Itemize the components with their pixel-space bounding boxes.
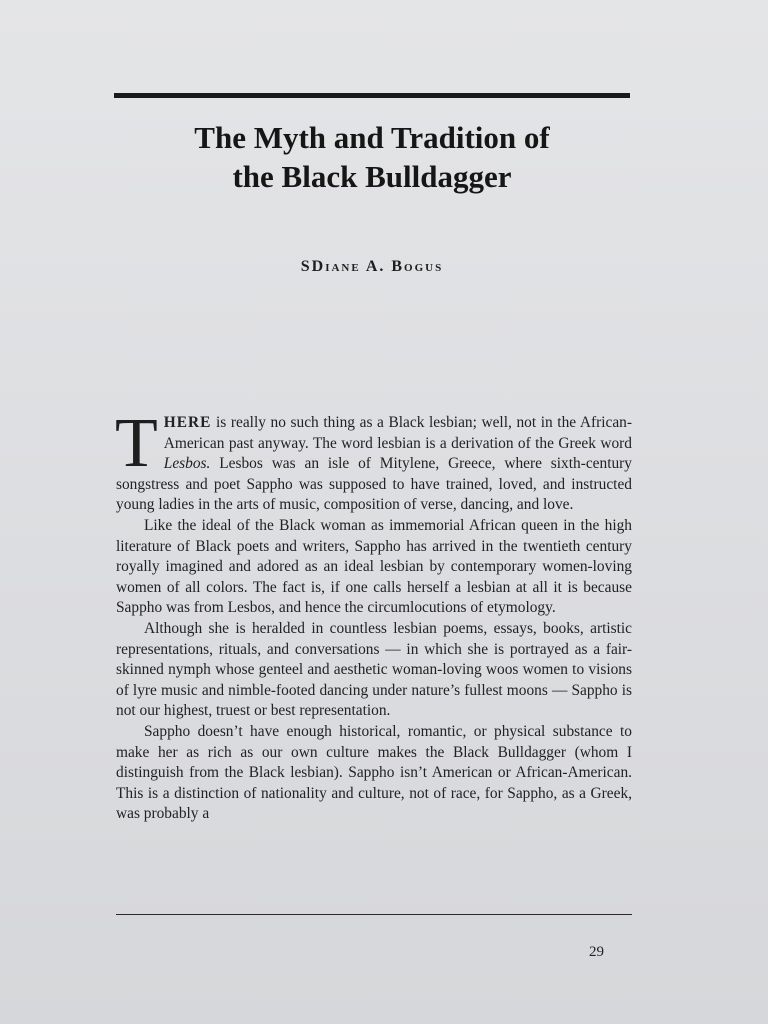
title-line-1: The Myth and Tradition of: [194, 120, 550, 155]
bottom-rule: [116, 914, 632, 915]
title-line-2: the Black Bulldagger: [232, 159, 512, 194]
paragraph-2: Like the ideal of the Black woman as immemorial African queen in the high literature of Black poets and writers, Sappho has arrived in the twentieth century royally imagined and adored as an ideal lesbian by contemporary women-loving women of all colors. The fact is, if one calls herself a lesbian at all it is because Sappho was from Lesbos, and hence the circumlocutions of etymology.: [116, 516, 632, 617]
top-rule: [114, 93, 630, 98]
author-byline: SDiane A. Bogus: [300, 258, 444, 275]
page-number: 29: [589, 944, 604, 960]
paragraph-4: Sappho doesn’t have enough historical, romantic, or physical substance to make her as rich as our own culture makes the Black Bulldagger (whom I distinguish from the Black lesbian). Sappho isn’t American or African-American. This is a distinction of nationality and culture, not of race, for Sappho, as a Greek, was probably a: [116, 722, 632, 823]
article-body: [115, 405, 632, 825]
paragraph-1: [115, 405, 632, 516]
paragraph-1-end: Lesbos was an isle of Mitylene, Greece, where sixth-century songstress and poet Sappho was supposed to have trained, loved, and instructed young ladies in the arts of music, composition of verse, dancing, and love.: [116, 455, 632, 514]
drop-cap: T: [115, 405, 158, 482]
article-title: [100, 118, 644, 196]
paragraph-1-text: is really no such thing as a Black lesbian; well, not in the African-American past anyway. The word lesbian is a derivation of the Greek word: [163, 414, 632, 452]
lead-word: HERE: [163, 414, 212, 431]
paragraph-1-italic: Lesbos.: [163, 455, 211, 473]
paragraph-3: Although she is heralded in countless lesbian poems, essays, books, artistic representations, rituals, and conversations — in which she is portrayed as a fair-skinned nymph whose genteel and aesthetic woman-loving woos women to visions of lyre music and nimble-footed dancing under nature’s fullest moons — Sappho is not our highest, truest or best representation.: [116, 619, 632, 720]
